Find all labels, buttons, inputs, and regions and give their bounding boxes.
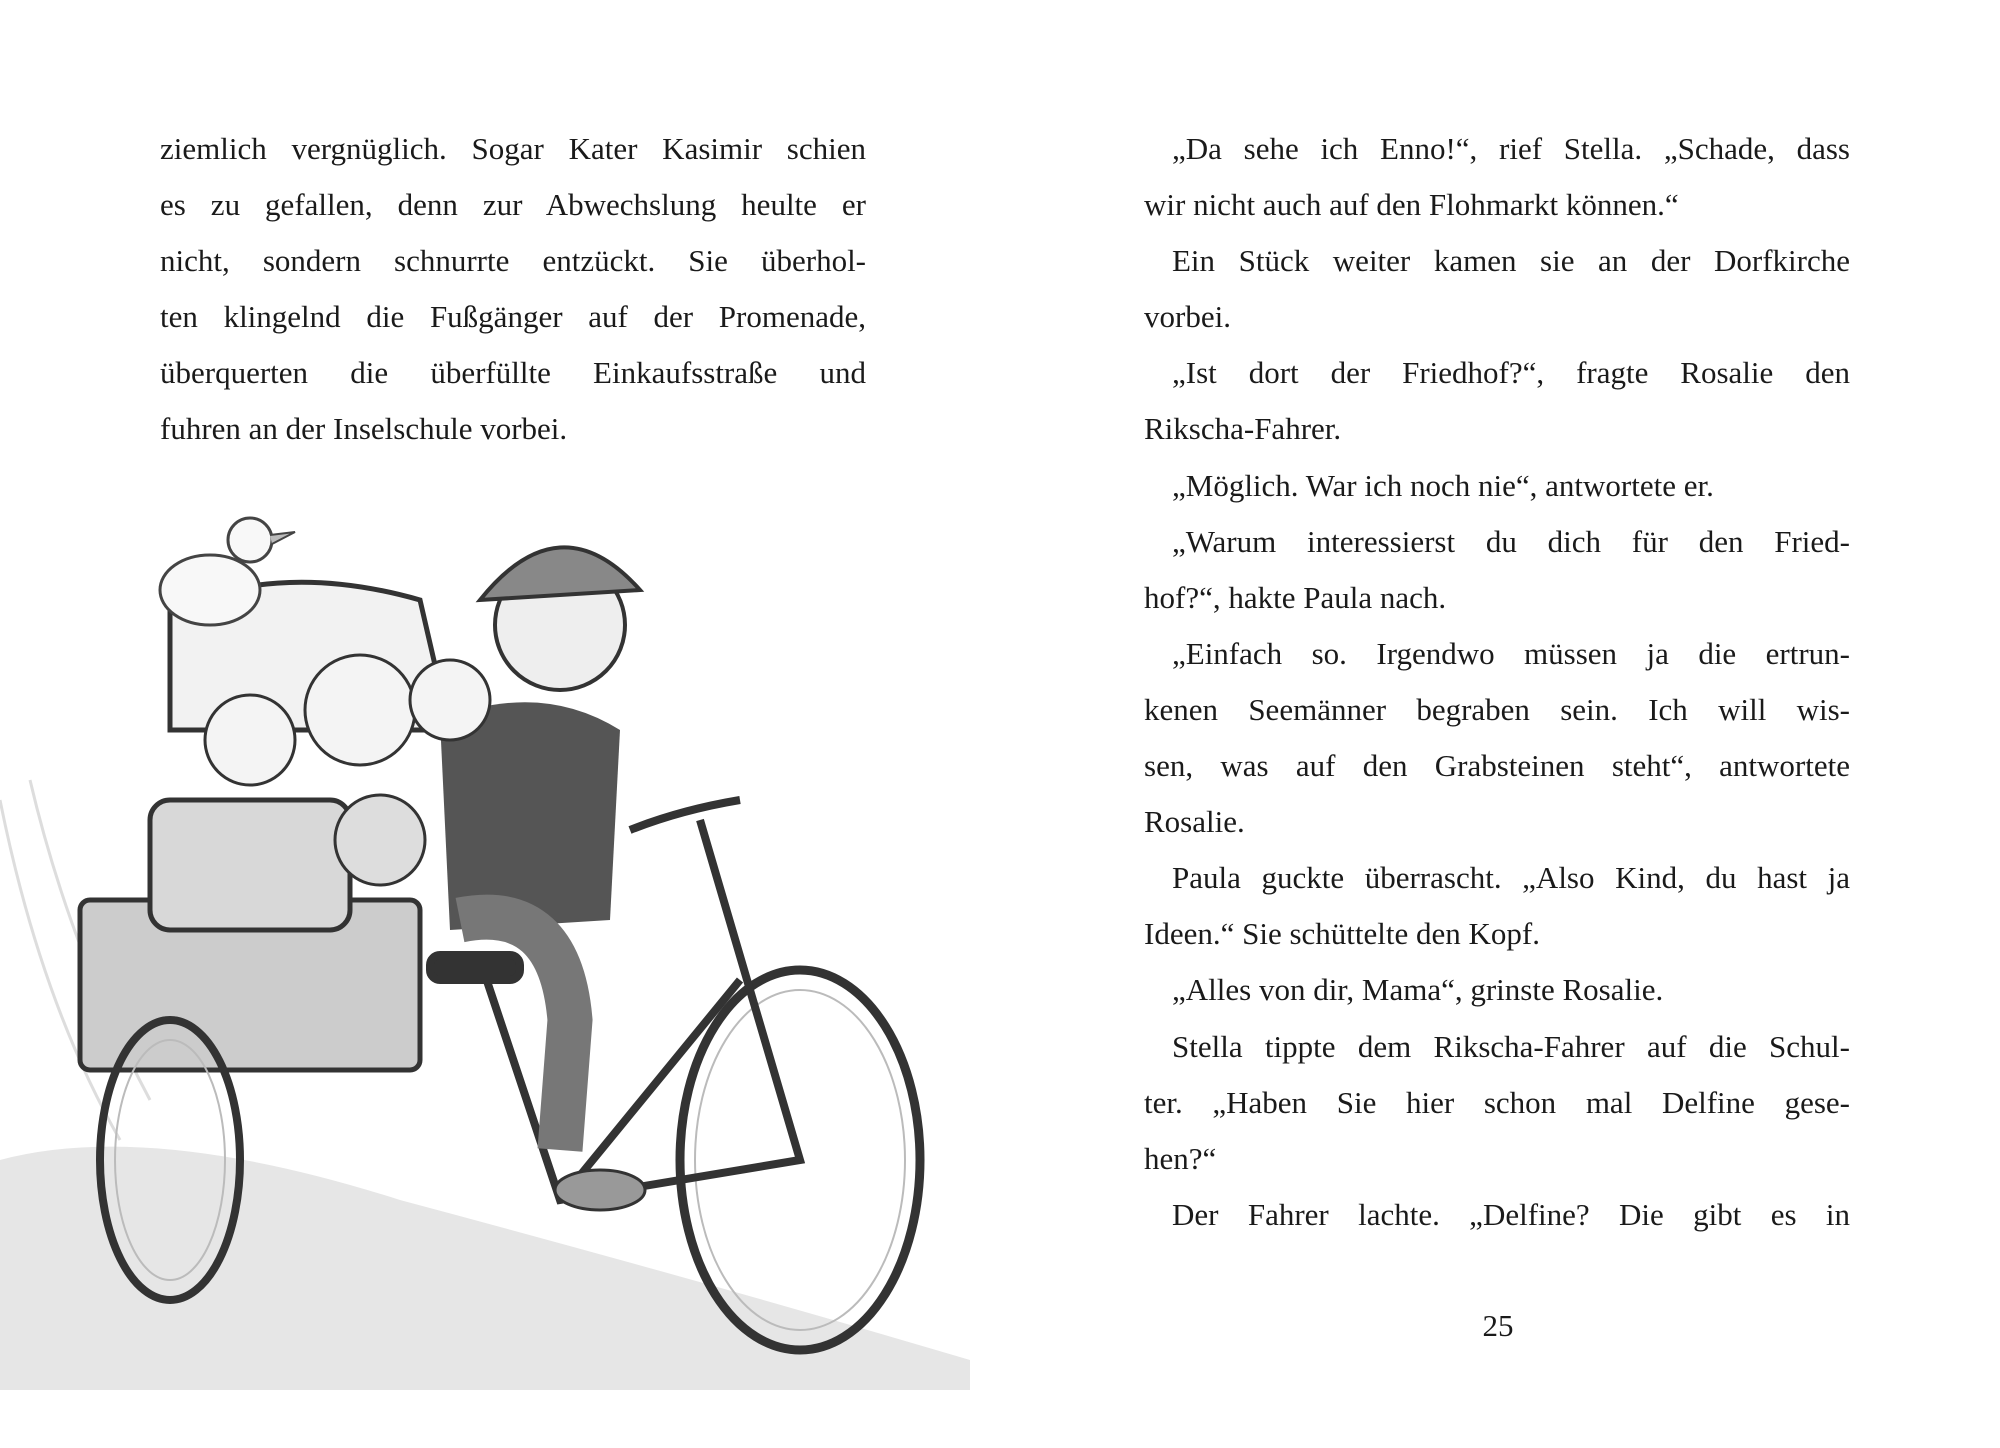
text-line: überquerten die überfüllte Einkaufsstraße und — [160, 355, 866, 391]
right-text-column — [1144, 128, 1850, 1250]
text-line: kenen Seemänner begraben sein. Ich will wis- — [1144, 691, 1850, 727]
page-number: 25 — [1482, 1308, 1514, 1343]
text-line: „Ist dort der Friedhof?“, fragte Rosalie den — [1172, 355, 1850, 391]
text-line: Stella tippte dem Rikscha-Fahrer auf die Schul- — [1172, 1028, 1850, 1064]
text-line: nicht, sondern schnurrte entzückt. Sie überhol- — [160, 243, 866, 279]
left-text-column — [160, 128, 866, 465]
text-line: „Einfach so. Irgendwo müssen ja die ertrun- — [1172, 635, 1850, 671]
text-line: fuhren an der Inselschule vorbei. — [160, 411, 568, 447]
text-line: sen, was auf den Grabsteinen steht“, antwortete — [1144, 748, 1850, 784]
driver — [440, 547, 645, 1210]
text-line: Ein Stück weiter kamen sie an der Dorfkirche — [1172, 243, 1850, 279]
text-line: ter. „Haben Sie hier schon mal Delfine gese- — [1144, 1084, 1850, 1120]
text-line: Der Fahrer lachte. „Delfine? Die gibt es in — [1172, 1196, 1850, 1232]
text-line: „Da sehe ich Enno!“, rief Stella. „Schade, dass — [1172, 131, 1850, 166]
text-line: „Möglich. War ich noch nie“, antwortete er. — [1172, 467, 1714, 503]
text-line: hof?“, hakte Paula nach. — [1144, 579, 1447, 615]
text-line: Paula guckte überrascht. „Also Kind, du hast ja — [1172, 860, 1850, 896]
text-line: es zu gefallen, denn zur Abwechslung heulte er — [160, 187, 866, 223]
text-line: ziemlich vergnüglich. Sogar Kater Kasimir schien — [160, 131, 866, 166]
text-line: vorbei. — [1144, 299, 1231, 335]
text-line: „Warum interessierst du dich für den Fried- — [1172, 523, 1850, 559]
text-line: ten klingelnd die Fußgänger auf der Promenade, — [160, 299, 866, 335]
text-line: Rikscha-Fahrer. — [1144, 411, 1342, 447]
text-line: Ideen.“ Sie schüttelte den Kopf. — [1144, 916, 1540, 952]
text-line: wir nicht auch auf den Flohmarkt können.“ — [1144, 187, 1679, 223]
text-line: hen?“ — [1144, 1140, 1217, 1176]
text-line: „Alles von dir, Mama“, grinste Rosalie. — [1172, 972, 1664, 1008]
text-line: Rosalie. — [1144, 804, 1245, 840]
rickshaw-illustration — [0, 500, 980, 1390]
